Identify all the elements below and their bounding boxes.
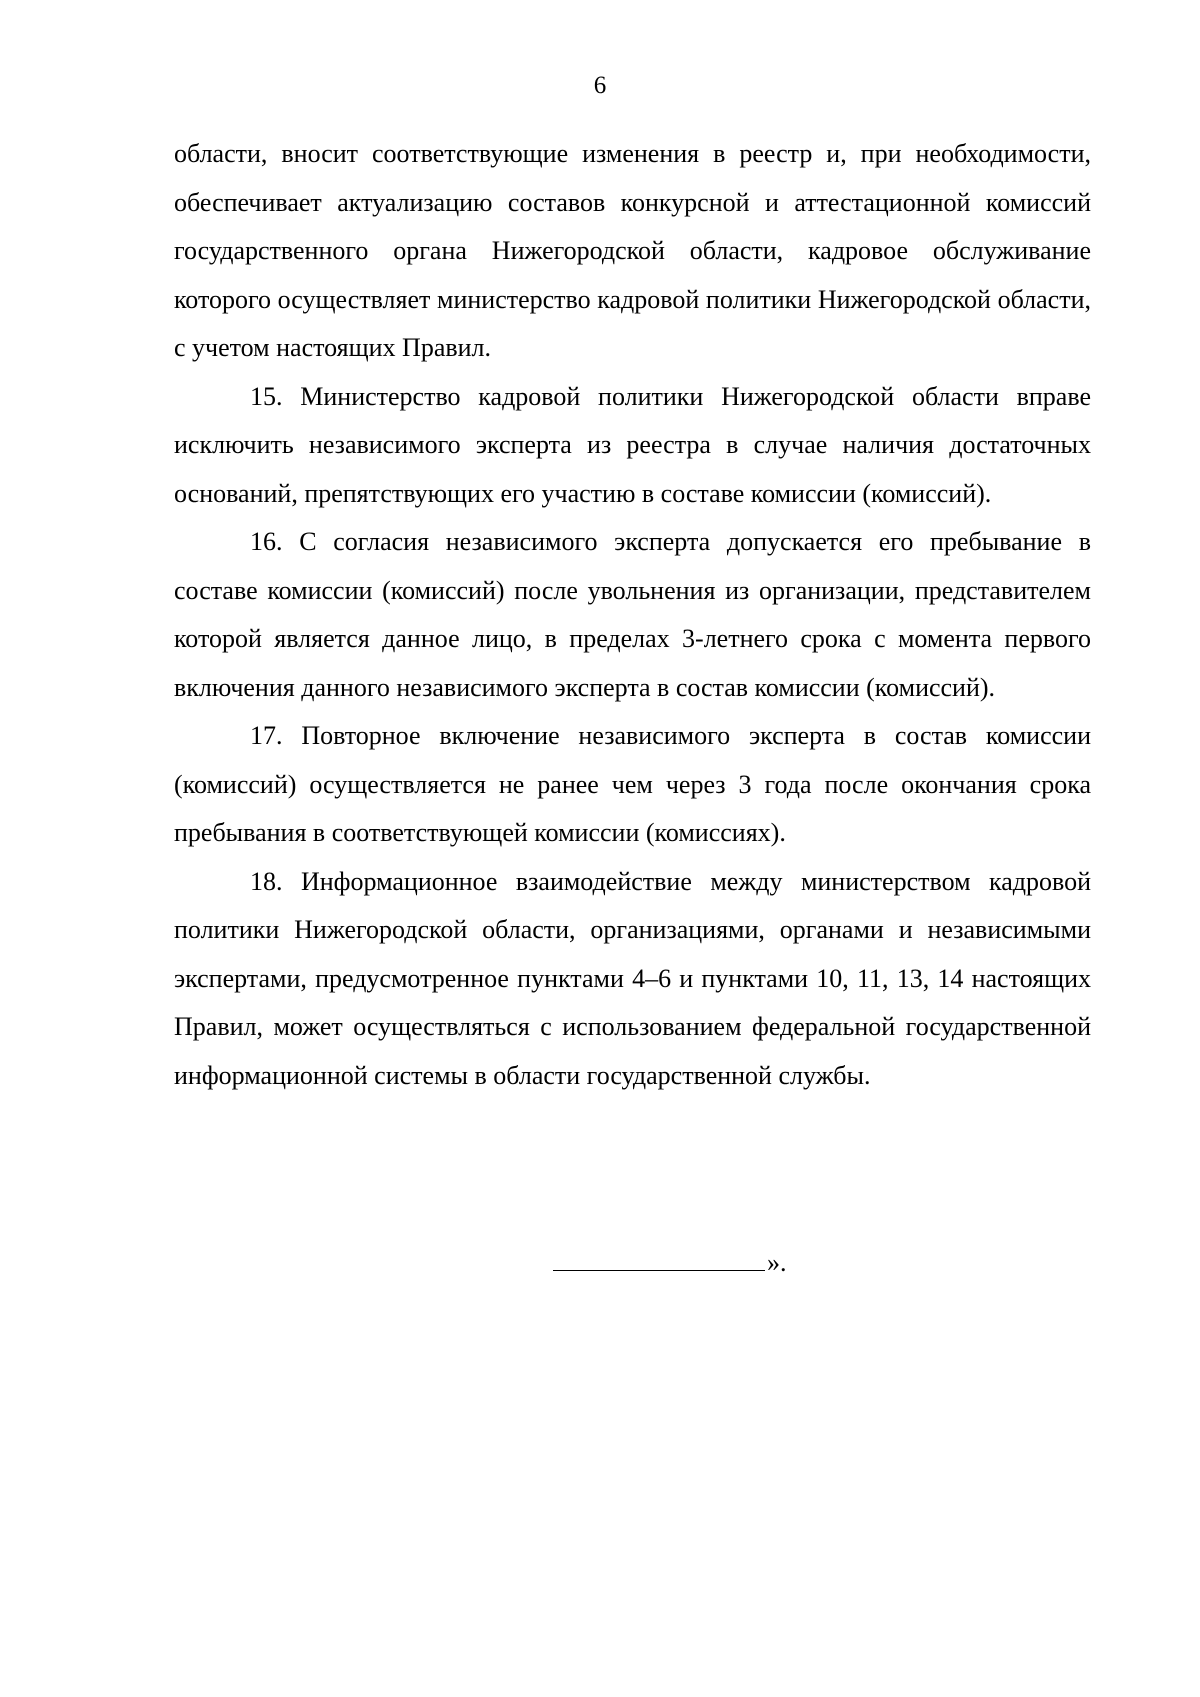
document-body — [174, 130, 1091, 1100]
closing-line — [553, 1245, 787, 1281]
closing-rule — [553, 1269, 765, 1271]
page-number: 6 — [593, 72, 607, 99]
paragraph-item-15: 15. Министерство кадровой политики Нижегородской области вправе исключить независимого эксперта из реестра в случае наличия достаточных оснований, препятствующих его участию в составе комиссии (комиссий). — [174, 381, 1091, 508]
closing-quote-mark: ». — [767, 1248, 787, 1277]
paragraph-item-18: 18. Информационное взаимодействие между министерством кадровой политики Нижегородской области, организациями, органами и независимыми экспертами, предусмотренное пунктами 4–6 и пунктами 10, 11, 13, 14 настоящих Правил, может осуществляться с использованием федеральной государственной информационной системы в области государственной службы. — [174, 866, 1091, 1090]
paragraph-item-17: 17. Повторное включение независимого эксперта в состав комиссии (комиссий) осуществляется не ранее чем через 3 года после окончания срока пребывания в соответствующей комиссии (комиссиях). — [174, 721, 1091, 847]
paragraph-continuation: области, вносит соответствующие изменения в реестр и, при необходимости, обеспечивает актуализацию составов конкурсной и аттестационной комиссий государственного органа Нижегородской области, кадровое обслуживание которого осуществляет министерство кадровой политики Нижегородской области, с учетом настоящих Правил. — [174, 139, 1091, 362]
paragraph-item-16: 16. С согласия независимого эксперта допускается его пребывание в составе комиссии (комиссий) после увольнения из организации, представителем которой является данное лицо, в пределах 3-летнего срока с момента первого включения данного независимого эксперта в состав комиссии (комиссий). — [174, 527, 1091, 702]
